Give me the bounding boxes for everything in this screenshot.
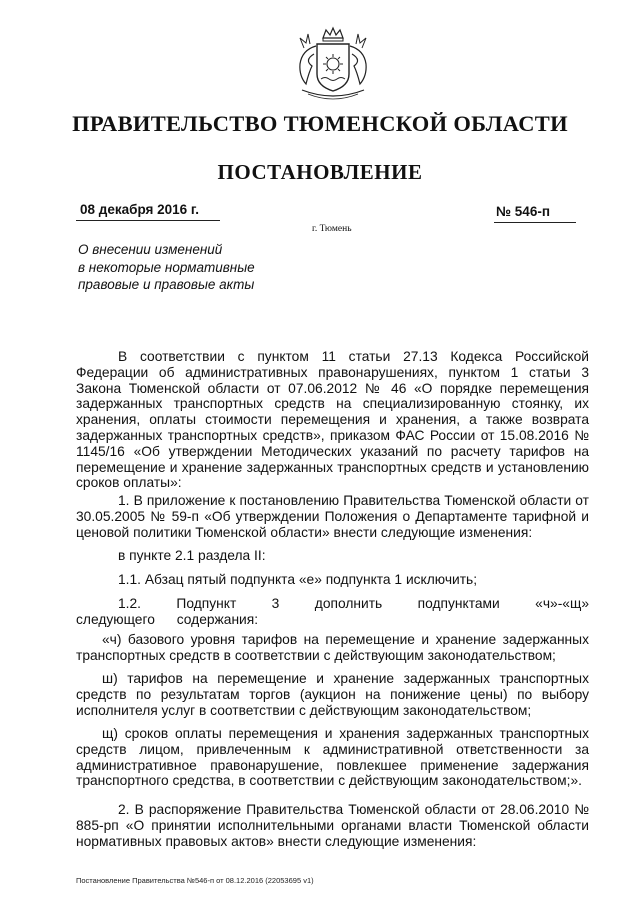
government-title: ПРАВИТЕЛЬСТВО ТЮМЕНСКОЙ ОБЛАСТИ: [72, 111, 568, 136]
document-date: 08 декабря 2016 г.: [80, 202, 199, 217]
number-underline: [494, 222, 576, 223]
item-1-2-paragraph: 1.2. Подпункт 3 дополнить подпунктами «ч»-«щ» следующего содержания:: [76, 596, 589, 627]
item-1-intro: в пункте 2.1 раздела II:: [118, 548, 266, 563]
item-2-paragraph: 2. В распоряжение Правительства Тюменской области от 28.06.2010 № 885-рп «О принятии исполнительными органами власти Тюменской области нормативных правовых актов» внести следующие изменения:: [76, 802, 589, 849]
date-underline: [76, 220, 220, 221]
document-number: № 546-п: [496, 204, 550, 219]
coat-of-arms-icon: [290, 24, 376, 104]
document-subject: [78, 241, 255, 294]
preamble-paragraph: В соответствии с пунктом 11 статьи 27.13 Кодекса Российской Федерации об административных правонарушениях, пунктом 1 статьи 3 Закона Тюменской области от 07.06.2012 № 46 «О порядке перемещения задержанных транспортных средств на специализированную стоянку, их хранения, оплаты стоимости перемещения и хранения, а также возврата задержанных транспортных средств», приказом ФАС России от 15.08.2016 № 1145/16 «Об утверждении Методических указаний по расчету тарифов на перемещение и хранение задержанных транспортных средств и установлению сроков оплаты»:: [76, 349, 589, 491]
subitem-ch-paragraph: «ч) базового уровня тарифов на перемещение и хранение задержанных транспортных средств в соответствии с действующим законодательством;: [76, 632, 589, 663]
subitem-shch-paragraph: щ) сроков оплаты перемещения и хранения задержанных транспортных средств лицом, привлеченным к административной ответственности за административное правонарушение, повлекшее применение задержания транспортного средства, в соответствии с действующим законодательством;».: [76, 726, 589, 789]
subitem-sh-paragraph: ш) тарифов на перемещение и хранение задержанных транспортных средств по результатам торгов (аукцион на понижение цены) по выбору исполнителя услуг в соответствии с действующим законодательством;: [76, 671, 589, 718]
document-type-heading: ПОСТАНОВЛЕНИЕ: [217, 160, 423, 184]
page-footer: Постановление Правительства №546-п от 08.12.2016 (22053695 v1): [76, 876, 314, 885]
subject-line: О внесении изменений: [78, 242, 223, 257]
subject-line: правовые и правовые акты: [78, 277, 255, 293]
subject-line: в некоторые нормативные: [78, 259, 255, 275]
document-city: г. Тюмень: [312, 224, 352, 234]
item-1-paragraph: 1. В приложение к постановлению Правительства Тюменской области от 30.05.2005 № 59-п «Об утверждении Положения о Департаменте тарифной и ценовой политики Тюменской области» внести следующие изменения:: [76, 493, 589, 540]
item-1-1-paragraph: 1.1. Абзац пятый подпункта «е» подпункта 1 исключить;: [118, 572, 478, 587]
